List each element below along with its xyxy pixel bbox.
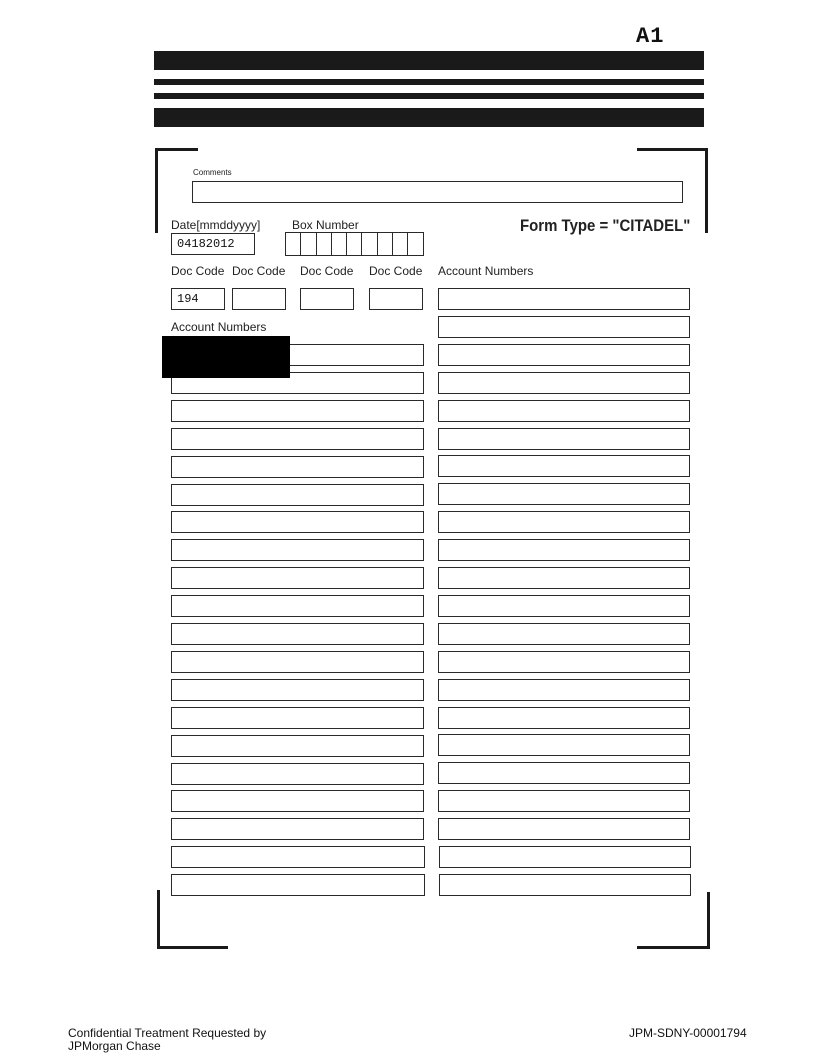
account-numbers-label-right: Account Numbers xyxy=(438,264,534,278)
box-number-cell xyxy=(301,233,316,255)
account-number-field-left[interactable] xyxy=(171,846,425,868)
account-number-field-right[interactable] xyxy=(439,874,691,896)
box-number-cell xyxy=(286,233,301,255)
doc-code-label-1: Doc Code xyxy=(171,264,225,278)
account-number-field-right[interactable] xyxy=(438,428,690,450)
redaction-block xyxy=(162,336,290,378)
account-number-field-right[interactable] xyxy=(438,651,690,673)
account-number-field-right[interactable] xyxy=(438,734,690,756)
doc-code-field-1[interactable]: 194 xyxy=(171,288,225,310)
bates-number: JPM-SDNY-00001794 xyxy=(629,1026,747,1040)
box-number-cell xyxy=(393,233,408,255)
account-number-field-left[interactable] xyxy=(171,763,424,785)
account-number-field-left[interactable] xyxy=(171,735,424,757)
account-number-field-right[interactable] xyxy=(438,623,690,645)
doc-code-field-3[interactable] xyxy=(300,288,354,310)
account-number-field-right[interactable] xyxy=(438,483,690,505)
account-number-field-left[interactable] xyxy=(171,874,425,896)
box-number-cell xyxy=(332,233,347,255)
account-number-field-right[interactable] xyxy=(438,762,690,784)
box-number-field[interactable] xyxy=(285,232,424,256)
doc-code-label-4: Doc Code xyxy=(369,264,423,278)
account-number-field-right[interactable] xyxy=(438,344,690,366)
header-bar-1 xyxy=(154,51,704,70)
account-number-field-right[interactable] xyxy=(438,288,690,310)
account-number-field-right[interactable] xyxy=(438,818,690,840)
confidential-line-2: JPMorgan Chase xyxy=(68,1039,161,1053)
header-bar-3 xyxy=(154,93,704,99)
corner-bracket-bottom-left xyxy=(157,890,228,949)
account-number-field-right[interactable] xyxy=(438,790,690,812)
confidential-line-1: Confidential Treatment Requested by xyxy=(68,1026,267,1040)
account-number-field-right[interactable] xyxy=(438,372,690,394)
account-number-field-left[interactable] xyxy=(171,400,424,422)
account-number-field-left[interactable] xyxy=(171,595,424,617)
account-number-field-left[interactable] xyxy=(171,790,424,812)
box-number-cell xyxy=(362,233,377,255)
account-number-field-right[interactable] xyxy=(438,567,690,589)
account-number-field-right[interactable] xyxy=(438,455,690,477)
account-number-field-right[interactable] xyxy=(439,846,691,868)
account-number-field-right[interactable] xyxy=(438,539,690,561)
account-number-field-left[interactable] xyxy=(171,707,424,729)
account-number-field-left[interactable] xyxy=(171,511,424,533)
box-number-cell xyxy=(347,233,362,255)
account-number-field-left[interactable] xyxy=(171,623,424,645)
account-number-field-left[interactable] xyxy=(171,484,424,506)
form-type-label: Form Type = "CITADEL" xyxy=(520,216,691,235)
account-number-field-left[interactable] xyxy=(171,567,424,589)
confidential-notice xyxy=(68,1027,266,1053)
page-tag: A1 xyxy=(636,24,665,49)
doc-code-label-3: Doc Code xyxy=(300,264,354,278)
header-bar-2 xyxy=(154,79,704,85)
box-number-cell xyxy=(378,233,393,255)
doc-code-field-2[interactable] xyxy=(232,288,286,310)
account-numbers-label-left: Account Numbers xyxy=(171,320,267,334)
comments-field[interactable] xyxy=(192,181,683,203)
account-number-field-left[interactable] xyxy=(171,818,424,840)
account-number-field-left[interactable] xyxy=(171,456,424,478)
account-number-field-right[interactable] xyxy=(438,316,690,338)
account-number-field-right[interactable] xyxy=(438,707,690,729)
date-label: Date[mmddyyyy] xyxy=(171,218,261,232)
corner-bracket-bottom-right xyxy=(637,892,710,949)
date-field[interactable]: 04182012 xyxy=(171,233,255,255)
comments-label: Comments xyxy=(193,168,232,177)
account-number-field-left[interactable] xyxy=(171,679,424,701)
doc-code-label-2: Doc Code xyxy=(232,264,286,278)
account-number-field-right[interactable] xyxy=(438,679,690,701)
box-number-cell xyxy=(317,233,332,255)
account-number-field-left[interactable] xyxy=(171,539,424,561)
doc-code-field-4[interactable] xyxy=(369,288,423,310)
account-number-field-right[interactable] xyxy=(438,511,690,533)
account-number-field-right[interactable] xyxy=(438,400,690,422)
box-number-cell xyxy=(408,233,423,255)
header-bar-4 xyxy=(154,108,704,127)
account-number-field-right[interactable] xyxy=(438,595,690,617)
account-number-field-left[interactable] xyxy=(171,651,424,673)
box-number-label: Box Number xyxy=(292,218,359,232)
account-number-field-left[interactable] xyxy=(171,428,424,450)
